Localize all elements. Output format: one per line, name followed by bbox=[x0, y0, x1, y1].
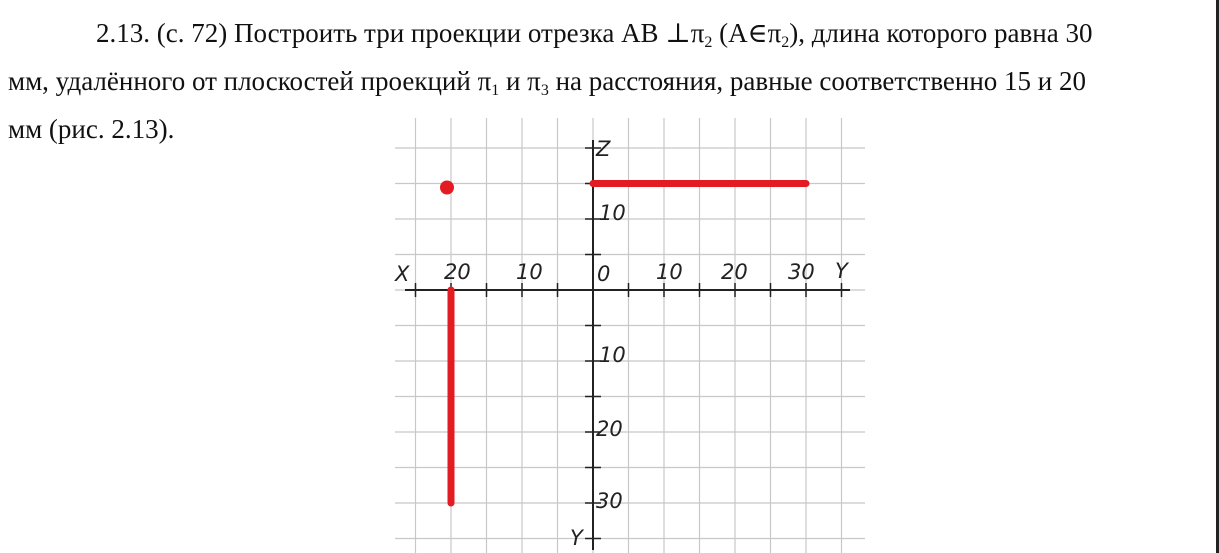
problem-line-2-text-a: мм, удалённого от плоскостей проекций π bbox=[8, 66, 492, 96]
subscript-1: 1 bbox=[491, 82, 500, 99]
tick-label-origin: 0 bbox=[597, 262, 611, 286]
tick-label-y-20: 20 bbox=[721, 260, 748, 284]
projection-diagram bbox=[380, 118, 870, 553]
subscript-3: 3 bbox=[540, 82, 549, 99]
tick-label-ydown-10: 10 bbox=[599, 343, 626, 367]
frontal-projection-point bbox=[440, 181, 454, 195]
tick-label-z-10: 10 bbox=[599, 201, 626, 225]
axes bbox=[405, 140, 850, 550]
tick-label-ydown-30: 30 bbox=[596, 489, 623, 513]
tick-label-ydown-20: 20 bbox=[596, 417, 623, 441]
problem-line-3: мм (рис. 2.13). bbox=[8, 114, 175, 144]
problem-line-1-text-c: ), длина которого равна 30 bbox=[789, 18, 1093, 48]
tick-label-y-30: 30 bbox=[788, 260, 815, 284]
axis-label-z: Z bbox=[596, 137, 611, 161]
tick-label-y-10: 10 bbox=[656, 260, 683, 284]
problem-line-1-text-b: (А∈π bbox=[712, 18, 782, 48]
axis-label-y-right: Y bbox=[835, 259, 848, 283]
problem-line-2-text-c: на расстояния, равные соответственно 15 и 20 bbox=[548, 66, 1087, 96]
problem-line-2-text-b: и π bbox=[499, 66, 541, 96]
problem-line-2 bbox=[8, 62, 1213, 110]
axis-label-x: X bbox=[395, 262, 410, 286]
tick-label-x-20: 20 bbox=[444, 260, 471, 284]
axis-label-y-bottom: Y bbox=[570, 526, 583, 550]
subscript-2: 2 bbox=[704, 34, 713, 51]
problem-line-1-text-a: 2.13. (с. 72) Построить три проекции отрезка АВ ⊥π bbox=[96, 18, 705, 48]
tick-label-x-10: 10 bbox=[516, 260, 543, 284]
solution-drawing bbox=[440, 181, 806, 504]
problem-line-1 bbox=[8, 14, 1213, 62]
axis-labels bbox=[394, 137, 850, 550]
subscript-2b: 2 bbox=[781, 34, 790, 51]
